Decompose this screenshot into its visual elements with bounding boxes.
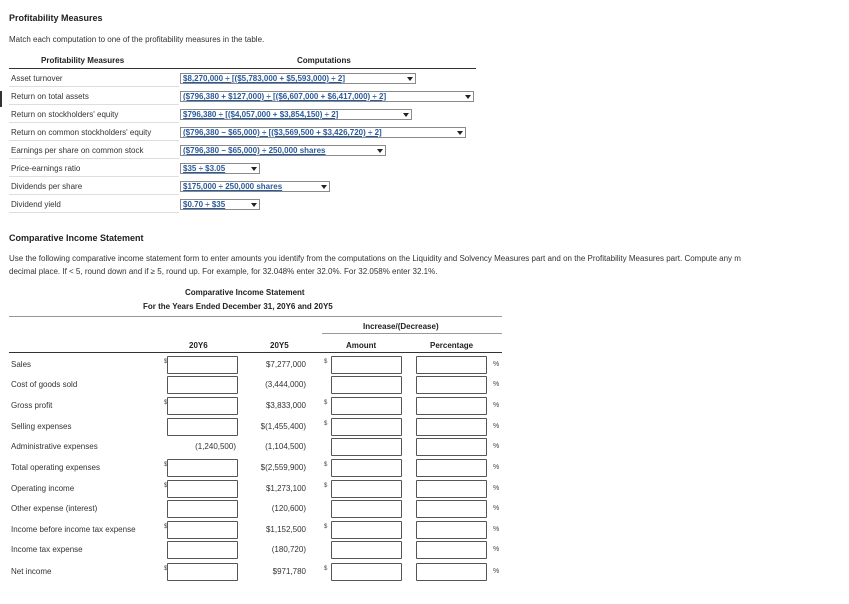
input-percentage[interactable] [416,541,487,559]
group-header-increase: Increase/(Decrease) [363,322,439,331]
col-header-20y6: 20Y6 [189,341,208,350]
comparative-section-title: Comparative Income Statement [9,233,144,243]
input-20y6[interactable] [167,397,238,415]
chevron-down-icon [321,185,327,189]
row-divider [9,140,179,141]
line-item-label: Operating income [11,484,75,493]
value-20y5: $1,152,500 [265,525,306,534]
input-percentage[interactable] [416,397,487,415]
chevron-down-icon [377,149,383,153]
input-percentage[interactable] [416,563,487,581]
value-20y5: (3,444,000) [265,380,306,389]
row-divider [9,122,179,123]
chevron-down-icon [407,77,413,81]
col-header-percentage: Percentage [430,341,474,350]
comparative-instruction-line2: decimal place. If < 5, round down and if ≥ 5, round up. For example, for 32.048% enter 32.0%. For 32.058% enter 32.1%. [9,267,438,276]
input-percentage[interactable] [416,521,487,539]
value-20y5: (1,104,500) [265,442,306,451]
currency-symbol: $ [324,483,328,489]
input-20y6[interactable] [167,541,238,559]
measure-label: Return on common stockholders' equity [11,128,152,137]
currency-symbol: $ [164,483,168,489]
col-header-amount: Amount [346,341,377,350]
percent-symbol: % [493,381,500,388]
group-header-rule [322,333,502,334]
value-20y5: (120,600) [271,504,306,513]
line-item-label: Selling expenses [11,422,72,431]
line-item-label: Income tax expense [11,545,83,554]
measure-label: Price-earnings ratio [11,164,81,173]
percent-symbol: % [493,526,500,533]
value-20y5: $(1,455,400) [260,422,306,431]
currency-symbol: $ [164,359,168,365]
header-rule [9,68,476,69]
currency-symbol: $ [324,359,328,365]
measure-label: Return on stockholders' equity [11,110,119,119]
computation-value: $8,270,000 ÷ [($5,783,000 + $5,593,000) ÷ 2] [183,74,346,83]
line-item-label: Sales [11,360,32,369]
input-20y6[interactable] [167,418,238,436]
computation-value: $35 ÷ $3.05 [183,164,226,173]
input-20y6[interactable] [167,356,238,374]
percent-symbol: % [493,402,500,409]
line-item-label: Cost of goods sold [11,380,78,389]
computation-value: ($796,380 − $65,000) ÷ 250,000 shares [183,146,326,155]
profitability-title: Profitability Measures [9,13,103,23]
col-header-computations: Computations [297,56,351,65]
line-item-label: Gross profit [11,401,53,410]
value-20y6: (1,240,500) [195,442,236,451]
input-20y6[interactable] [167,376,238,394]
input-20y6[interactable] [167,459,238,477]
line-item-label: Administrative expenses [11,442,98,451]
line-item-label: Net income [11,567,52,576]
currency-symbol: $ [164,566,168,572]
percent-symbol: % [493,546,500,553]
input-20y6[interactable] [167,500,238,518]
input-amount[interactable] [331,459,402,477]
value-20y5: $971,780 [272,567,306,576]
computation-dropdown[interactable] [180,163,260,174]
measure-label: Return on total assets [11,92,89,101]
statement-title: Comparative Income Statement [185,288,305,297]
input-amount[interactable] [331,500,402,518]
currency-symbol: $ [324,462,328,468]
measure-label: Earnings per share on common stock [11,146,144,155]
computation-value: $0.70 ÷ $35 [183,200,226,209]
computation-dropdown[interactable] [180,145,386,156]
computation-value: $796,380 ÷ [($4,057,000 + $3,854,150) ÷ 2] [183,110,339,119]
currency-symbol: $ [324,524,328,530]
computation-dropdown[interactable] [180,127,466,138]
row-divider [9,194,179,195]
input-amount[interactable] [331,356,402,374]
input-20y6[interactable] [167,480,238,498]
row-divider [9,104,179,105]
input-percentage[interactable] [416,418,487,436]
col-header-measures: Profitability Measures [41,56,125,65]
currency-symbol: $ [324,566,328,572]
input-20y6[interactable] [167,521,238,539]
currency-symbol: $ [164,462,168,468]
measure-label: Dividend yield [11,200,61,209]
percent-symbol: % [493,505,500,512]
input-amount[interactable] [331,563,402,581]
row-divider [9,158,179,159]
value-20y5: (180,720) [271,545,306,554]
computation-dropdown[interactable] [180,181,330,192]
percent-symbol: % [493,361,500,368]
computation-dropdown[interactable] [180,109,412,120]
input-percentage[interactable] [416,459,487,477]
percent-symbol: % [493,485,500,492]
input-amount[interactable] [331,397,402,415]
currency-symbol: $ [164,524,168,530]
value-20y5: $3,833,000 [265,401,306,410]
value-20y5: $1,273,100 [265,484,306,493]
input-amount[interactable] [331,480,402,498]
input-percentage[interactable] [416,438,487,456]
line-item-label: Total operating expenses [11,463,100,472]
input-amount[interactable] [331,541,402,559]
value-20y5: $(2,559,900) [260,463,306,472]
line-item-label: Income before income tax expense [11,525,136,534]
input-amount[interactable] [331,418,402,436]
input-percentage[interactable] [416,500,487,518]
percent-symbol: % [493,464,500,471]
chevron-down-icon [403,113,409,117]
line-item-label: Other expense (interest) [11,504,98,513]
computation-value: ($796,380 − $65,000) ÷ [($3,569,500 + $3,426,720) ÷ 2] [183,128,382,137]
input-amount[interactable] [331,438,402,456]
input-amount[interactable] [331,521,402,539]
row-divider [9,212,179,213]
currency-symbol: $ [164,400,168,406]
profitability-instruction: Match each computation to one of the profitability measures in the table. [9,35,265,44]
col-header-20y5: 20Y5 [270,341,289,350]
value-20y5: $7,277,000 [265,360,306,369]
input-percentage[interactable] [416,376,487,394]
measure-label: Dividends per share [11,182,83,191]
chevron-down-icon [251,203,257,207]
input-amount[interactable] [331,376,402,394]
input-20y6[interactable] [167,563,238,581]
computation-dropdown[interactable] [180,199,260,210]
input-percentage[interactable] [416,480,487,498]
column-header-rule [9,352,502,353]
input-percentage[interactable] [416,356,487,374]
chevron-down-icon [465,95,471,99]
computation-value: ($796,380 + $127,000) ÷ [($6,607,000 + $6,417,000) ÷ 2] [183,92,387,101]
currency-symbol: $ [324,400,328,406]
percent-symbol: % [493,568,500,575]
computation-dropdown[interactable] [180,91,474,102]
left-margin-bar [0,91,2,107]
statement-period: For the Years Ended December 31, 20Y6 and 20Y5 [143,302,333,311]
comparative-instruction-line1: Use the following comparative income statement form to enter amounts you identify from the computations on the Liquidity and Solvency Measures part and on the Profitability Measures part. Compute any m [9,254,741,263]
computation-value: $175,000 ÷ 250,000 shares [183,182,283,191]
row-divider [9,176,179,177]
chevron-down-icon [251,167,257,171]
percent-symbol: % [493,443,500,450]
row-divider [9,86,179,87]
percent-symbol: % [493,423,500,430]
measure-label: Asset turnover [11,74,63,83]
chevron-down-icon [457,131,463,135]
currency-symbol: $ [324,421,328,427]
computation-dropdown[interactable] [180,73,416,84]
statement-top-rule [9,316,502,317]
